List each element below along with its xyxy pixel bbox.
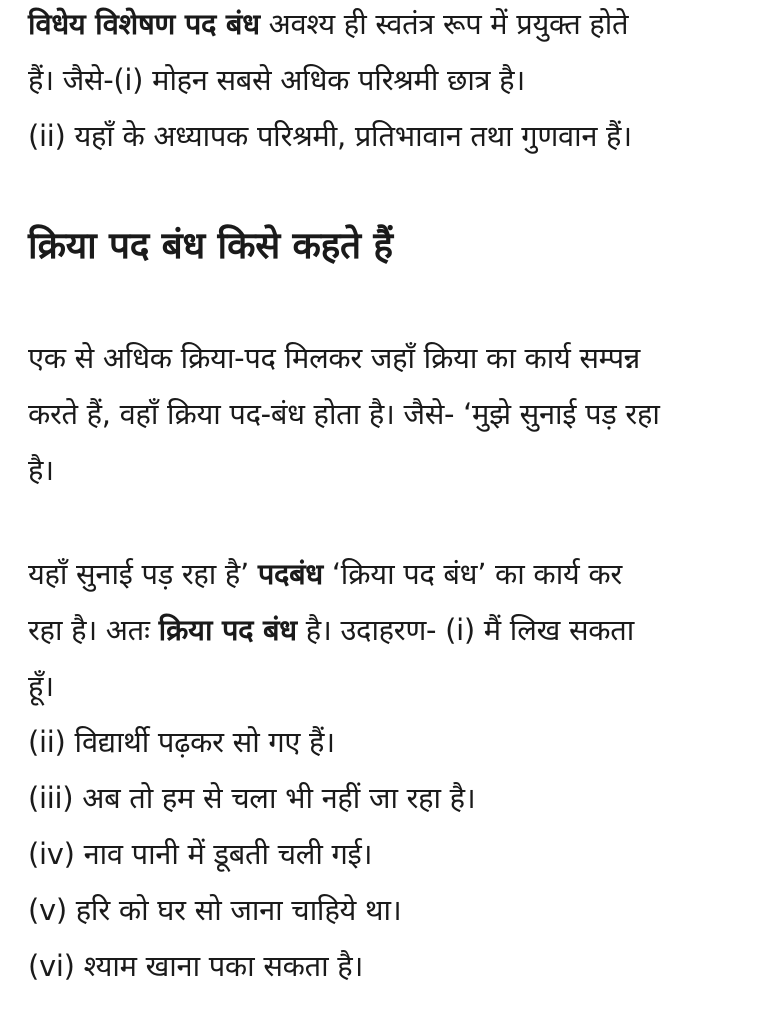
- bold-term: क्रिया पद बंध: [158, 613, 297, 647]
- text-line: हैं। जैसे-(i) मोहन सबसे अधिक परिश्रमी छात्र है।: [28, 63, 525, 97]
- text-span: अवश्य ही स्वतंत्र रूप में प्रयुक्त होते: [259, 7, 629, 41]
- text-span: है। उदाहरण- (i) मैं लिख सकता: [296, 613, 634, 647]
- paragraph-verb-phrase-definition: [28, 330, 744, 498]
- bold-term: विधेय विशेषण पद बंध: [28, 7, 260, 41]
- section-heading: क्रिया पद बंध किसे कहते हैं: [28, 224, 393, 267]
- paragraph-verb-phrase-examples: [28, 546, 744, 994]
- text-line: (ii) यहाँ के अध्यापक परिश्रमी, प्रतिभावान तथा गुणवान हैं।: [28, 119, 632, 153]
- text-line: करते हैं, वहाँ क्रिया पद-बंध होता है। जैसे- ‘मुझे सुनाई पड़ रहा: [28, 397, 660, 431]
- example-item: (v) हरि को घर सो जाना चाहिये था।: [28, 893, 402, 927]
- text-line: है।: [28, 453, 54, 487]
- text-span: रहा है। अतः: [28, 613, 159, 647]
- text-span: ‘क्रिया पद बंध’ का कार्य कर: [322, 557, 622, 591]
- paragraph-predicative-adjective-phrase: [28, 0, 744, 164]
- example-item: (vi) श्याम खाना पका सकता है।: [28, 949, 364, 983]
- example-item: (ii) विद्यार्थी पढ़कर सो गए हैं।: [28, 725, 335, 759]
- text-line: [28, 0, 744, 52]
- text-line: हूँ।: [28, 669, 54, 703]
- text-line: [28, 546, 744, 602]
- example-item: (iv) नाव पानी में डूबती चली गई।: [28, 837, 373, 871]
- text-span: यहाँ सुनाई पड़ रहा है’: [28, 557, 258, 591]
- bold-term: पदबंध: [257, 557, 323, 591]
- text-line: [28, 602, 744, 658]
- text-line: एक से अधिक क्रिया-पद मिलकर जहाँ क्रिया का कार्य सम्पन्न: [28, 341, 641, 375]
- example-item: (iii) अब तो हम से चला भी नहीं जा रहा है।: [28, 781, 476, 815]
